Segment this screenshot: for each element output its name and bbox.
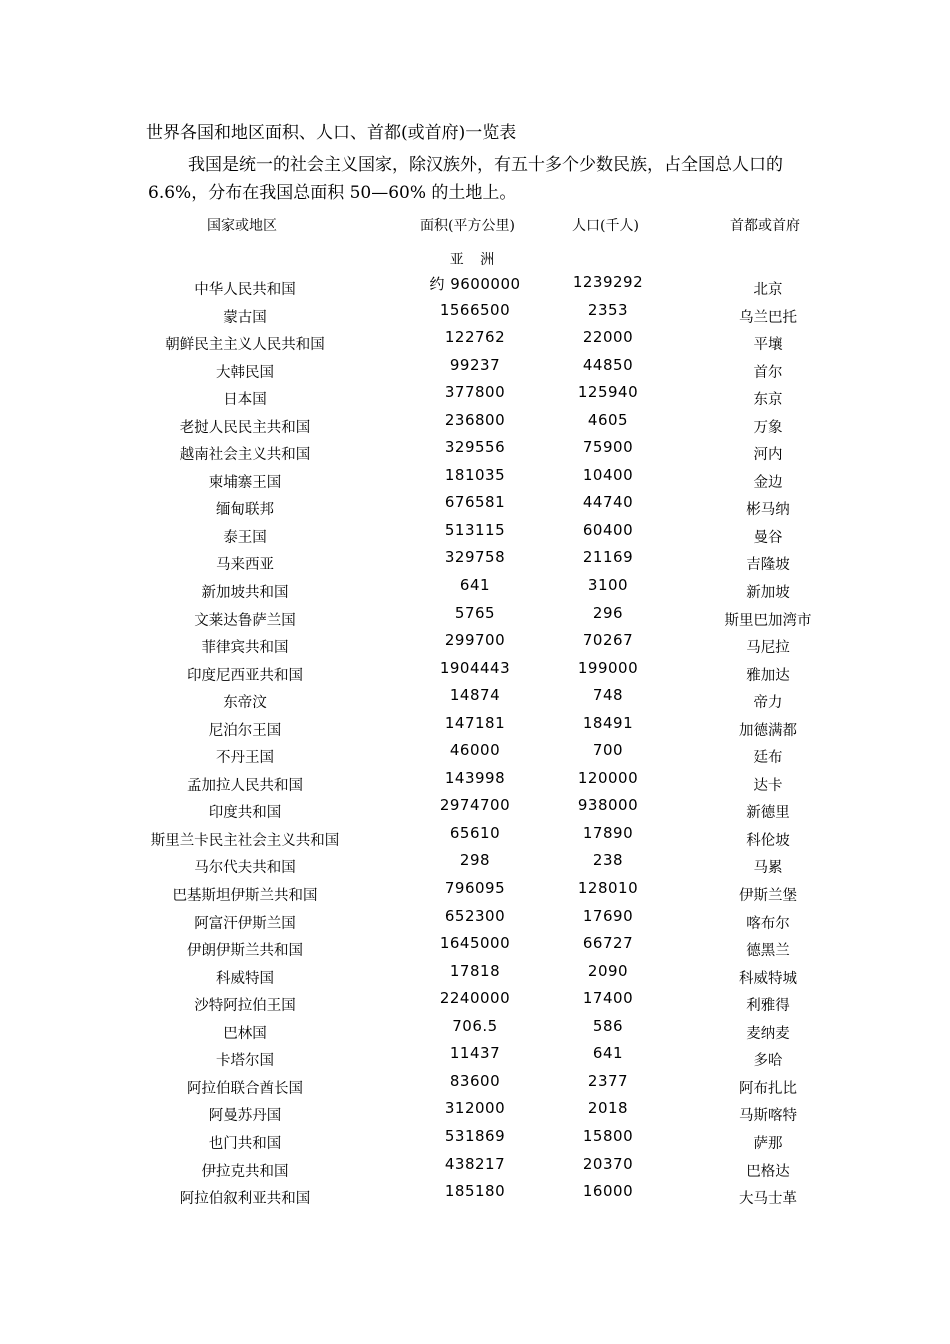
capital-cell: 新加坡: [746, 585, 790, 602]
area-cell: 11437: [449, 1044, 501, 1063]
population-cell: 120000: [577, 768, 639, 787]
country-cell: 不丹王国: [216, 750, 274, 767]
population-cell: 66727: [582, 934, 634, 953]
country-cell: 文莱达鲁萨兰国: [194, 612, 296, 629]
area-cell: 438217: [444, 1154, 506, 1173]
capital-cell: 萨那: [753, 1135, 783, 1152]
table-row: [0, 631, 950, 659]
table-row: [0, 907, 950, 935]
area-cell: 2240000: [439, 989, 511, 1008]
table-row: [0, 411, 950, 439]
population-cell: 4605: [587, 410, 629, 429]
header-country: 国家或地区: [207, 218, 277, 234]
population-cell: 2377: [587, 1071, 629, 1090]
country-cell: 菲律宾共和国: [201, 640, 289, 657]
table-row: [0, 383, 950, 411]
document-title: 世界各国和地区面积、人口、首都(或首府)一览表: [146, 123, 517, 143]
capital-cell: 马斯喀特: [739, 1108, 797, 1125]
population-cell: 700: [592, 741, 624, 760]
country-cell: 科威特国: [216, 970, 274, 987]
population-cell: 2018: [587, 1099, 629, 1118]
capital-cell: 喀布尔: [746, 915, 790, 932]
area-cell: 531869: [444, 1126, 506, 1145]
country-cell: 巴基斯坦伊斯兰共和国: [172, 888, 318, 905]
country-cell: 伊拉克共和国: [201, 1163, 289, 1180]
country-cell: 朝鲜民主主义人民共和国: [165, 337, 325, 354]
table-row: [0, 1099, 950, 1127]
capital-cell: 北京: [753, 282, 783, 298]
data-table: [0, 273, 950, 1210]
table-row: [0, 1127, 950, 1155]
country-cell: 马来西亚: [216, 557, 274, 574]
capital-cell: 多哈: [753, 1053, 783, 1070]
table-row: [0, 466, 950, 494]
area-cell: 236800: [444, 410, 506, 429]
country-cell: 马尔代夫共和国: [194, 860, 296, 877]
table-row: [0, 962, 950, 990]
table-row: [0, 604, 950, 632]
capital-cell: 乌兰巴托: [739, 309, 797, 326]
country-cell: 越南社会主义共和国: [179, 447, 311, 464]
capital-cell: 巴格达: [746, 1163, 790, 1180]
area-cell: 299700: [444, 631, 506, 650]
table-row: [0, 824, 950, 852]
area-cell: 2974700: [439, 796, 511, 815]
capital-cell: 麦纳麦: [746, 1025, 790, 1042]
table-row: [0, 659, 950, 687]
capital-cell: 科威特城: [739, 970, 797, 987]
population-cell: 3100: [587, 576, 629, 595]
area-cell: 641: [459, 576, 491, 595]
table-row: [0, 1155, 950, 1183]
capital-cell: 马累: [753, 860, 783, 877]
table-row: [0, 328, 950, 356]
capital-cell: 阿布扎比: [739, 1080, 797, 1097]
header-population: 人口(千人): [572, 218, 639, 234]
header-capital: 首都或首府: [730, 218, 800, 234]
country-cell: 东帝汶: [223, 695, 267, 712]
section-asia: 亚 洲: [449, 252, 501, 268]
capital-cell: 河内: [753, 447, 783, 464]
capital-cell: 科伦坡: [746, 832, 790, 849]
population-cell: 70267: [582, 631, 634, 650]
country-cell: 中华人民共和国: [194, 282, 296, 298]
area-cell: 706.5: [452, 1016, 498, 1035]
capital-cell: 马尼拉: [746, 640, 790, 657]
population-cell: 22000: [582, 328, 634, 347]
area-cell: 329556: [444, 438, 506, 457]
population-cell: 15800: [582, 1126, 634, 1145]
table-row: [0, 934, 950, 962]
capital-cell: 新德里: [746, 805, 790, 822]
area-cell: 99237: [449, 355, 501, 374]
area-cell: 181035: [444, 465, 506, 484]
area-cell: 1904443: [439, 658, 511, 677]
population-cell: 18491: [582, 713, 634, 732]
area-cell: 676581: [444, 493, 506, 512]
area-cell: 65610: [449, 823, 501, 842]
population-cell: 16000: [582, 1182, 634, 1201]
population-cell: 44850: [582, 355, 634, 374]
capital-cell: 达卡: [753, 777, 783, 794]
population-cell: 586: [592, 1016, 624, 1035]
capital-cell: 大马士革: [739, 1191, 797, 1208]
country-cell: 斯里兰卡民主社会主义共和国: [150, 832, 340, 849]
table-row: [0, 1044, 950, 1072]
area-cell: 185180: [444, 1182, 506, 1201]
table-row: [0, 548, 950, 576]
population-cell: 128010: [577, 879, 639, 898]
table-row: [0, 273, 950, 301]
population-cell: 60400: [582, 520, 634, 539]
capital-cell: 雅加达: [746, 667, 790, 684]
area-cell: 147181: [444, 713, 506, 732]
country-cell: 柬埔寨王国: [208, 474, 282, 491]
capital-cell: 彬马纳: [746, 502, 790, 519]
country-cell: 蒙古国: [223, 309, 267, 326]
capital-cell: 德黑兰: [746, 943, 790, 960]
capital-cell: 廷布: [753, 750, 783, 767]
area-cell: 143998: [444, 768, 506, 787]
area-cell: 17818: [449, 961, 501, 980]
country-cell: 印度尼西亚共和国: [187, 667, 303, 684]
country-cell: 缅甸联邦: [216, 502, 274, 519]
capital-cell: 吉隆坡: [746, 557, 790, 574]
country-cell: 尼泊尔王国: [208, 722, 282, 739]
country-cell: 大韩民国: [216, 364, 274, 381]
header-area: 面积(平方公里): [420, 218, 515, 234]
population-cell: 938000: [577, 796, 639, 815]
population-cell: 75900: [582, 438, 634, 457]
area-cell: 652300: [444, 906, 506, 925]
country-cell: 沙特阿拉伯王国: [194, 998, 296, 1015]
area-cell: 796095: [444, 879, 506, 898]
area-cell: 83600: [449, 1071, 501, 1090]
intro-paragraph: 我国是统一的社会主义国家，除汉族外，有五十多个少数民族，占全国总人口的 6.6%，分布在我国总面积 50—60% 的土地上。: [148, 155, 783, 203]
table-row: [0, 686, 950, 714]
capital-cell: 斯里巴加湾市: [724, 612, 812, 629]
population-cell: 1239292: [572, 273, 644, 291]
country-cell: 阿曼苏丹国: [208, 1108, 282, 1125]
country-cell: 伊朗伊斯兰共和国: [187, 943, 303, 960]
population-cell: 748: [592, 686, 624, 705]
capital-cell: 平壤: [753, 337, 783, 354]
population-cell: 20370: [582, 1154, 634, 1173]
table-row: [0, 521, 950, 549]
population-cell: 2353: [587, 300, 629, 319]
population-cell: 199000: [577, 658, 639, 677]
capital-cell: 帝力: [753, 695, 783, 712]
area-cell: 329758: [444, 548, 506, 567]
country-cell: 老挝人民民主共和国: [179, 419, 311, 436]
population-cell: 2090: [587, 961, 629, 980]
table-row: [0, 1182, 950, 1210]
country-cell: 阿拉伯联合酋长国: [187, 1080, 303, 1097]
country-cell: 新加坡共和国: [201, 585, 289, 602]
table-row: [0, 769, 950, 797]
table-row: [0, 438, 950, 466]
area-cell: 46000: [449, 741, 501, 760]
table-row: [0, 576, 950, 604]
population-cell: 238: [592, 851, 624, 870]
country-cell: 巴林国: [223, 1025, 267, 1042]
capital-cell: 东京: [753, 392, 783, 409]
country-cell: 阿富汗伊斯兰国: [194, 915, 296, 932]
area-cell: 约 9600000: [429, 275, 521, 293]
population-cell: 44740: [582, 493, 634, 512]
area-cell: 377800: [444, 383, 506, 402]
population-cell: 641: [592, 1044, 624, 1063]
table-row: [0, 714, 950, 742]
table-row: [0, 1017, 950, 1045]
area-cell: 298: [459, 851, 491, 870]
capital-cell: 万象: [753, 419, 783, 436]
capital-cell: 首尔: [753, 364, 783, 381]
capital-cell: 加德满都: [739, 722, 797, 739]
capital-cell: 利雅得: [746, 998, 790, 1015]
table-row: [0, 741, 950, 769]
table-row: [0, 879, 950, 907]
population-cell: 10400: [582, 465, 634, 484]
population-cell: 21169: [582, 548, 634, 567]
table-row: [0, 796, 950, 824]
capital-cell: 曼谷: [753, 529, 783, 546]
area-cell: 122762: [444, 328, 506, 347]
area-cell: 14874: [449, 686, 501, 705]
area-cell: 312000: [444, 1099, 506, 1118]
country-cell: 卡塔尔国: [216, 1053, 274, 1070]
population-cell: 17400: [582, 989, 634, 1008]
area-cell: 513115: [444, 520, 506, 539]
population-cell: 17890: [582, 823, 634, 842]
country-cell: 泰王国: [223, 529, 267, 546]
country-cell: 也门共和国: [208, 1135, 282, 1152]
area-cell: 1645000: [439, 934, 511, 953]
capital-cell: 金边: [753, 474, 783, 491]
country-cell: 日本国: [223, 392, 267, 409]
population-cell: 296: [592, 603, 624, 622]
area-cell: 1566500: [439, 300, 511, 319]
population-cell: 125940: [577, 383, 639, 402]
table-row: [0, 356, 950, 384]
country-cell: 孟加拉人民共和国: [187, 777, 303, 794]
table-row: [0, 301, 950, 329]
area-cell: 5765: [454, 603, 496, 622]
table-row: [0, 1072, 950, 1100]
table-row: [0, 989, 950, 1017]
country-cell: 印度共和国: [208, 805, 282, 822]
table-row: [0, 851, 950, 879]
table-row: [0, 493, 950, 521]
capital-cell: 伊斯兰堡: [739, 888, 797, 905]
population-cell: 17690: [582, 906, 634, 925]
country-cell: 阿拉伯叙利亚共和国: [179, 1191, 311, 1208]
